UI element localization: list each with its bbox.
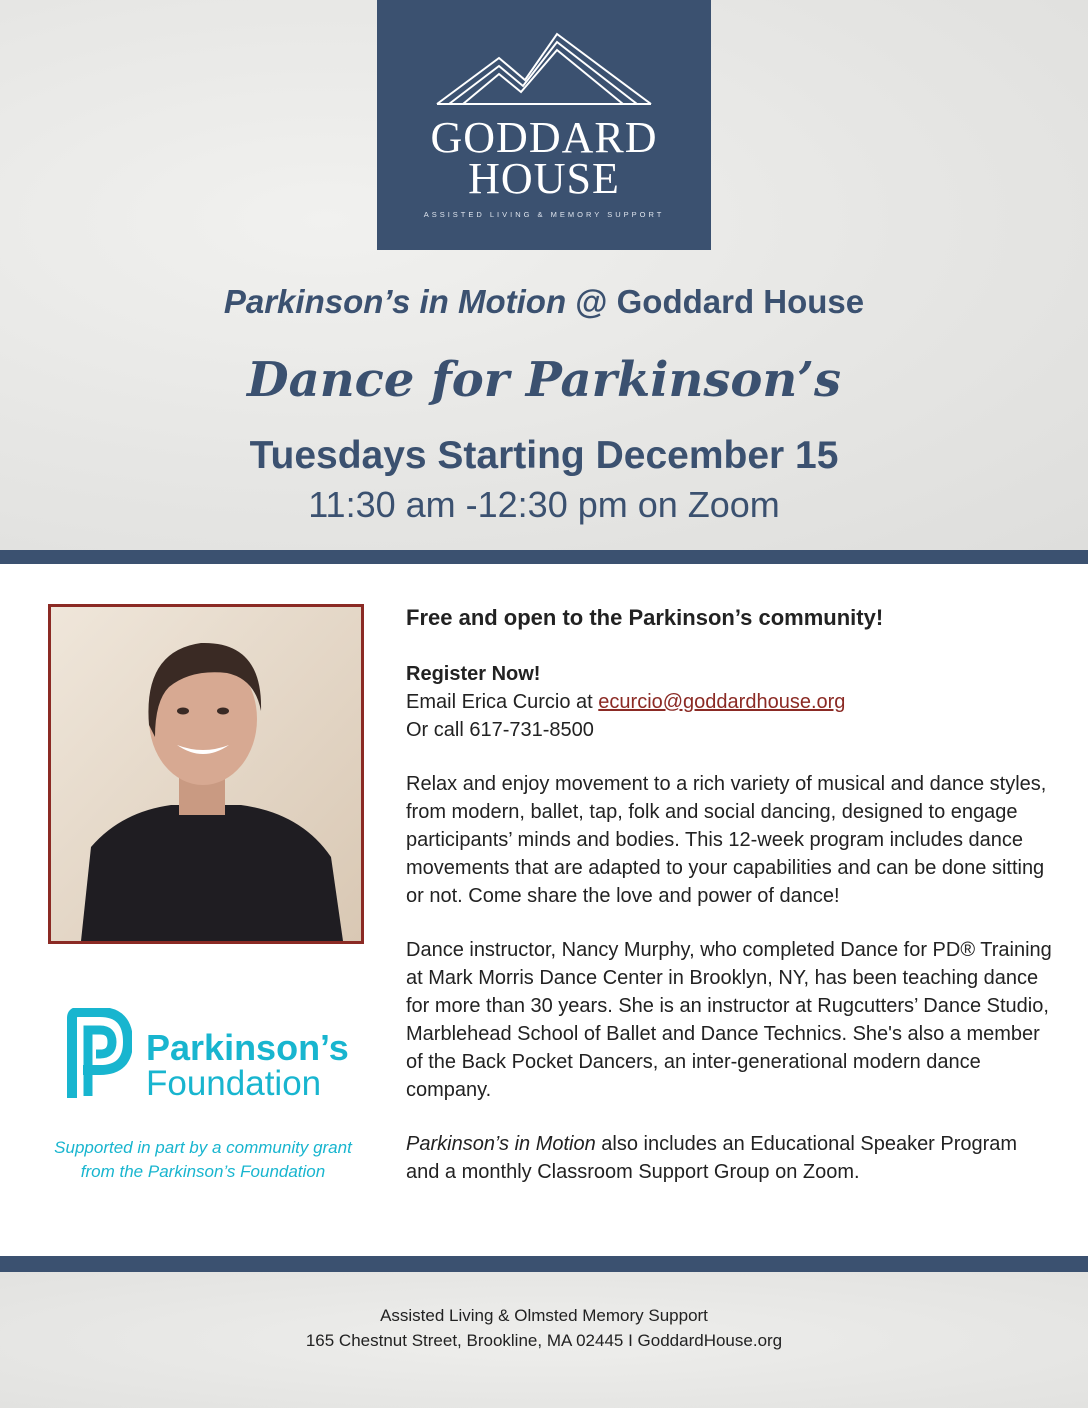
series-location: @ Goddard House xyxy=(566,283,865,320)
details-column xyxy=(406,604,1056,1212)
headline: Free and open to the Parkinson’s community! xyxy=(406,605,884,630)
main-content xyxy=(0,564,1088,1256)
email-link[interactable]: ecurcio@goddardhouse.org xyxy=(598,691,846,713)
logo-wordmark-line2: HOUSE xyxy=(468,154,620,203)
foundation-name-line1: Parkinson’s xyxy=(146,1027,349,1068)
parkinsons-foundation-icon xyxy=(66,1008,132,1098)
registration-block xyxy=(406,660,1056,744)
sponsor-credit xyxy=(20,1136,386,1184)
register-heading: Register Now! xyxy=(406,663,541,685)
footer-address: 165 Chestnut Street, Brookline, MA 02445 I GoddardHouse.org xyxy=(305,1331,783,1350)
event-title: Dance for Parkinson’s xyxy=(246,352,842,408)
mountain-roof-icon xyxy=(429,28,659,108)
phone-line: Or call 617-731-8500 xyxy=(406,719,594,741)
program-description: Relax and enjoy movement to a rich variety of musical and dance styles, from modern, ballet, tap, folk and social dancing, designed to engage participants’ minds and bodies. This 12-week program includes dance movements that are adapted to your capabilities and can be done sitting or not. Come share the love and power of dance! xyxy=(406,773,1047,907)
email-line xyxy=(406,688,1056,716)
sponsor-credit-line1: Supported in part by a community grant xyxy=(54,1138,352,1157)
footer-line1: Assisted Living & Olmsted Memory Support xyxy=(380,1306,708,1325)
series-name: Parkinson’s in Motion xyxy=(223,283,567,320)
footer xyxy=(0,1272,1088,1408)
foundation-name-line2: Foundation xyxy=(146,1064,322,1103)
logo-tagline: ASSISTED LIVING & MEMORY SUPPORT xyxy=(423,210,665,219)
goddard-house-logo xyxy=(377,0,711,250)
closing-text: also includes an Educational Speaker Program and a monthly Classroom Support Group on Zoom. xyxy=(406,1133,1018,1183)
event-time: 11:30 am -12:30 pm on Zoom xyxy=(308,484,780,525)
logo-wordmark-line1: GODDARD xyxy=(430,113,658,162)
instructor-bio: Dance instructor, Nancy Murphy, who completed Dance for PD® Training at Mark Morris Dance Center in Brooklyn, NY, has been teaching dance for more than 30 years. She is an instructor at Rugcutters’ Dance Studio, Marblehead School of Ballet and Dance Technics. She's also a member of the Back Pocket Dancers, an inter-generational modern dance company. xyxy=(406,939,1052,1101)
sponsor-credit-line2: from the Parkinson’s Foundation xyxy=(80,1162,326,1181)
closing-note xyxy=(406,1130,1056,1186)
closing-series-name: Parkinson’s in Motion xyxy=(406,1133,596,1155)
divider-band-bottom xyxy=(0,1256,1088,1272)
event-schedule: Tuesdays Starting December 15 xyxy=(249,434,839,477)
email-prefix: Email Erica Curcio at xyxy=(406,691,599,713)
series-title xyxy=(0,283,1088,321)
divider-band-top xyxy=(0,550,1088,564)
instructor-photo xyxy=(48,604,364,944)
